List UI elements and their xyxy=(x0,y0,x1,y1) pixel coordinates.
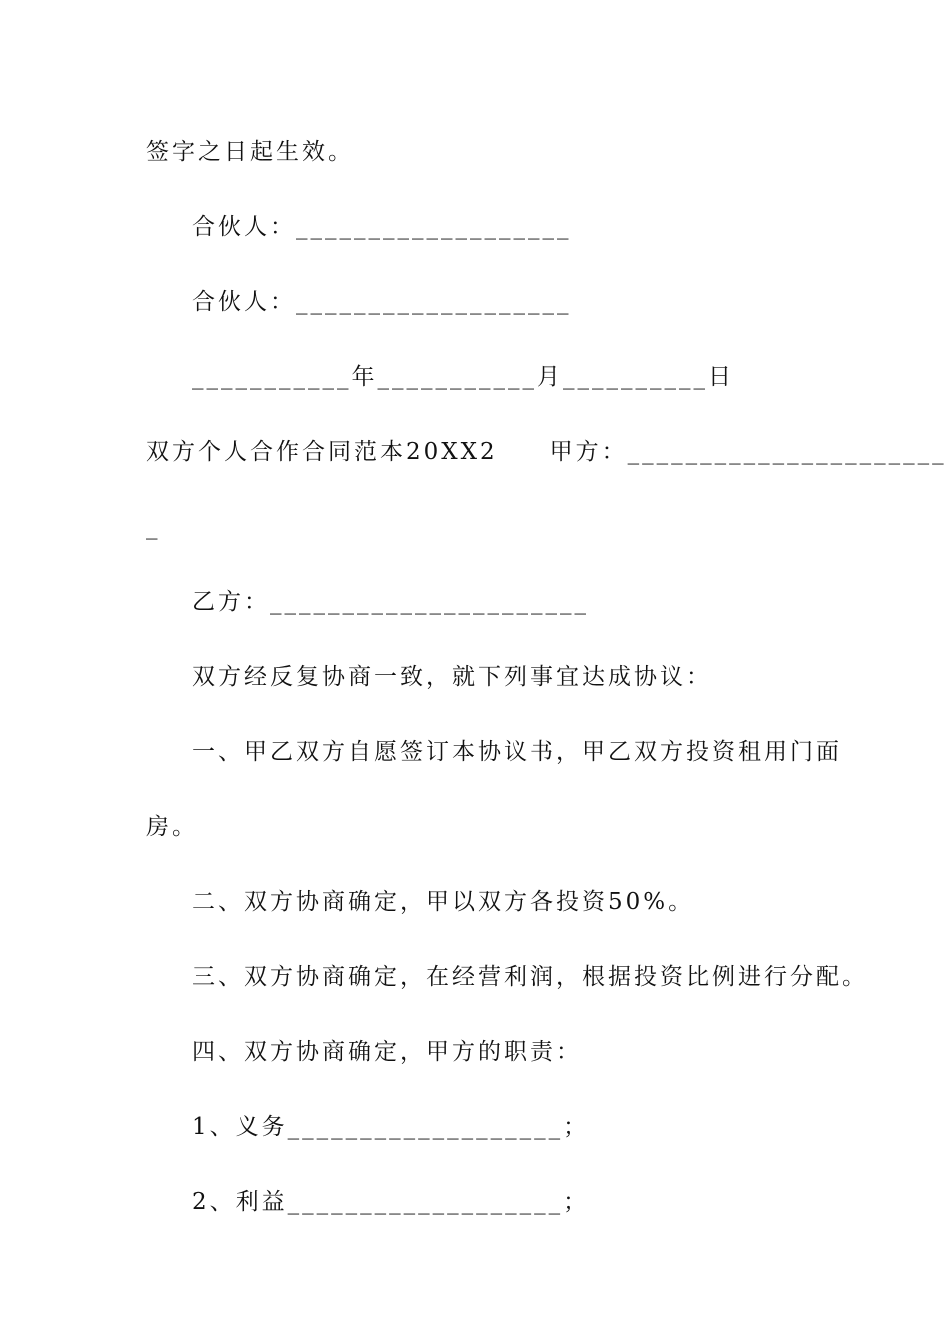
clause-2: 二、双方协商确定，甲以双方各投资50%。 xyxy=(192,889,695,915)
text-line-effective: 签字之日起生效。 xyxy=(146,139,354,165)
clause-3: 三、双方协商确定，在经营利润，根据投资比例进行分配。 xyxy=(192,964,868,990)
party-b-line: 乙方：______________________ xyxy=(192,589,589,615)
paragraph-intro: 双方经反复协商一致，就下列事宜达成协议： xyxy=(192,664,712,690)
benefit-item-2: 2、利益___________________； xyxy=(192,1189,590,1215)
contract-title-party-a: 双方个人合作合同范本20XX2 甲方：______________________ xyxy=(146,439,947,465)
underline-continuation: _ xyxy=(146,514,161,540)
clause-1: 一、甲乙双方自愿签订本协议书，甲乙双方投资租用门面 xyxy=(192,739,842,765)
date-line: ___________年___________月__________日 xyxy=(192,364,734,390)
clause-1-continued: 房。 xyxy=(146,814,198,840)
clause-4: 四、双方协商确定，甲方的职责： xyxy=(192,1039,582,1065)
partner-signature-line-2: 合伙人：___________________ xyxy=(192,289,572,315)
partner-signature-line-1: 合伙人：___________________ xyxy=(192,214,572,240)
duty-item-1: 1、义务___________________； xyxy=(192,1114,590,1140)
